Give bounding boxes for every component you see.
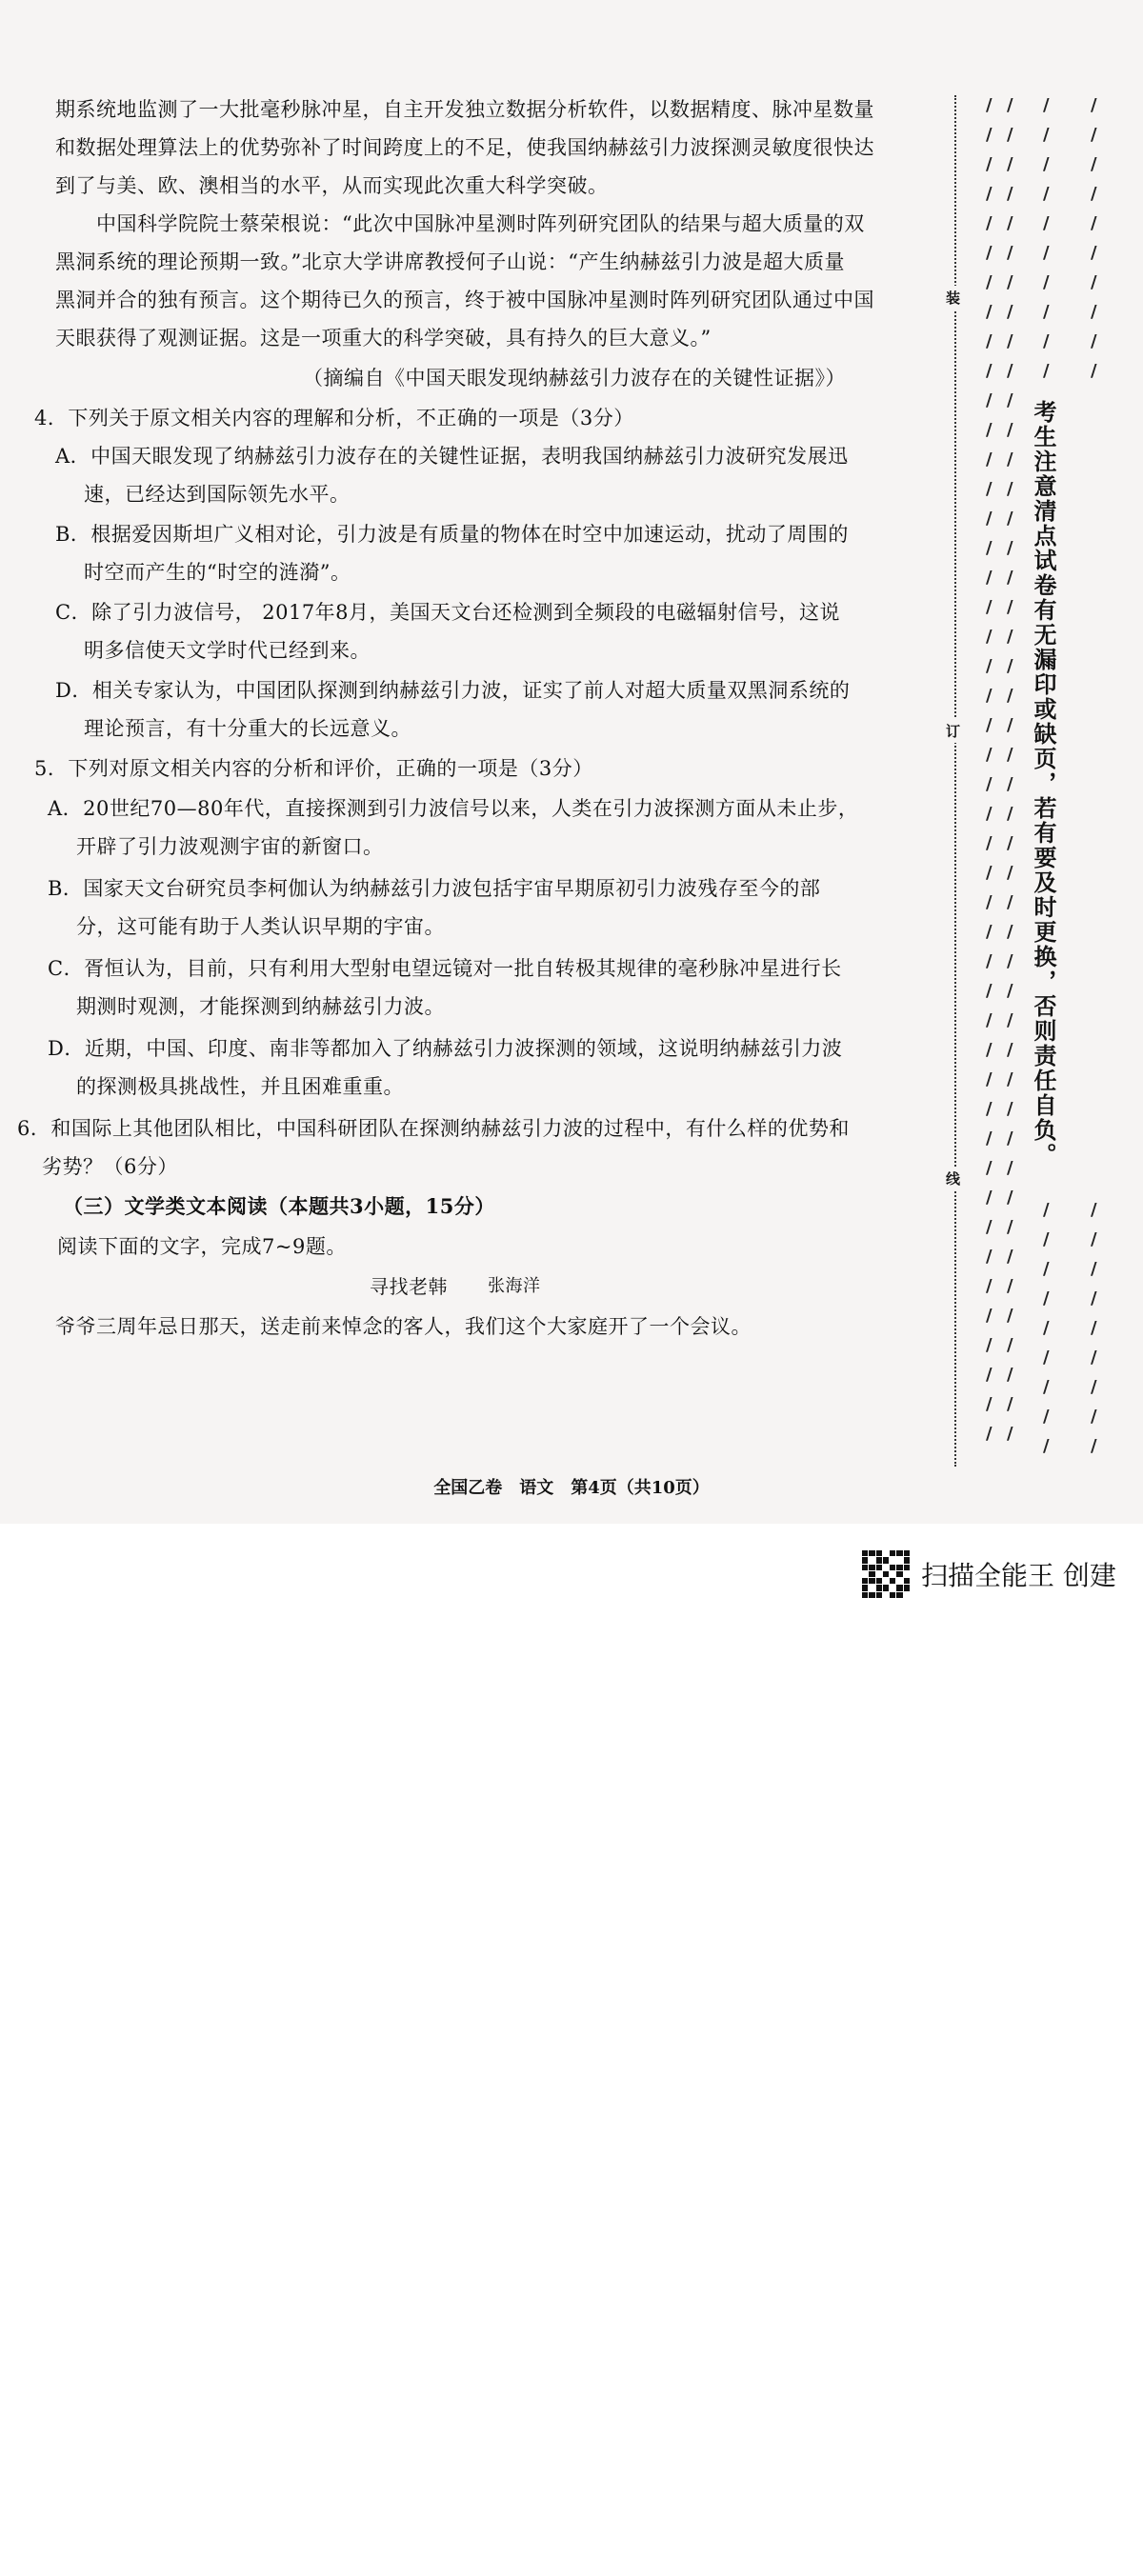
hatch-column: / / / / / / / / / / bbox=[1043, 95, 1050, 381]
hatch-column: / / / / / / / / / / bbox=[1091, 95, 1097, 381]
source-citation: （摘编自《中国天眼发现纳赫兹引力波存在的关键性证据》） bbox=[303, 367, 846, 389]
story-title: 寻找老韩 bbox=[370, 1275, 448, 1298]
question-4-option-a: A．中国天眼发现了纳赫兹引力波存在的关键性证据，表明我国纳赫兹引力波研究发展迅 bbox=[55, 445, 849, 468]
question-5-option-b: B．国家天文台研究员李柯伽认为纳赫兹引力波包括宇宙早期原初引力波残存至今的部 bbox=[48, 877, 821, 900]
binding-label-mid: 订 bbox=[946, 719, 960, 743]
question-4-option-b-cont: 时空而产生的“时空的涟漪”。 bbox=[84, 561, 351, 584]
question-5-stem: 5．下列对原文相关内容的分析和评价，正确的一项是（3分） bbox=[34, 757, 593, 780]
passage-line: 中国科学院院士蔡荣根说：“此次中国脉冲星测时阵列研究团队的结果与超大质量的双 bbox=[55, 212, 865, 235]
passage-line: 和数据处理算法上的优势弥补了时间跨度上的不足，使我国纳赫兹引力波探测灵敏度很快达 bbox=[55, 136, 874, 159]
question-5-option-a: A．20世纪70—80年代，直接探测到引力波信号以来，人类在引力波探测方面从未止步， bbox=[48, 797, 859, 820]
section-3-heading: （三）文学类文本阅读（本题共3小题，15分） bbox=[63, 1194, 495, 1218]
page-footer: 全国乙卷 语文 第4页（共10页） bbox=[433, 1478, 710, 1498]
passage-line: 期系统地监测了一大批毫秒脉冲星，自主开发独立数据分析软件，以数据精度、脉冲星数量 bbox=[55, 98, 874, 121]
question-5-option-d-cont: 的探测极具挑战性，并且困难重重。 bbox=[76, 1075, 404, 1098]
question-4-option-a-cont: 速，已经达到国际领先水平。 bbox=[84, 483, 351, 506]
section-3-instruction: 阅读下面的文字，完成7~9题。 bbox=[57, 1235, 347, 1258]
hatch-column: / / / / / / / / / / / / / / / / / / / / / / / / / / / / / / / / / / / / / / / / / / / / / / bbox=[986, 95, 993, 1444]
passage-line: 到了与美、欧、澳相当的水平，从而实现此次重大科学突破。 bbox=[55, 174, 609, 197]
question-6-stem-cont: 劣势？（6分） bbox=[42, 1155, 178, 1178]
story-author: 张海洋 bbox=[488, 1276, 541, 1296]
hatch-column: / / / / / / / / / / / / / / / / / / / / / / / / / / / / / / / / / / / / / / / / / / / / / / bbox=[1007, 95, 1013, 1444]
question-4-stem: 4．下列关于原文相关内容的理解和分析，不正确的一项是（3分） bbox=[34, 407, 634, 429]
passage-line: 天眼获得了观测证据。这是一项重大的科学突破，具有持久的巨大意义。” bbox=[55, 327, 712, 349]
exam-notice: 考生注意清点试卷有无漏印或缺页，若有要及时更换，否则责任自负。 bbox=[1021, 400, 1059, 1168]
question-5-option-a-cont: 开辟了引力波观测宇宙的新窗口。 bbox=[76, 835, 384, 858]
question-4-option-c-cont: 明多信使天文学时代已经到来。 bbox=[84, 639, 371, 662]
question-5-option-b-cont: 分，这可能有助于人类认识早期的宇宙。 bbox=[76, 915, 445, 938]
question-5-option-c-cont: 期测时观测，才能探测到纳赫兹引力波。 bbox=[76, 995, 445, 1018]
scanner-watermark bbox=[862, 1548, 1116, 1601]
story-first-line: 爷爷三周年忌日那天，送走前来悼念的客人，我们这个大家庭开了一个会议。 bbox=[55, 1315, 752, 1338]
hatch-column: / / / / / / / / / bbox=[1091, 1200, 1097, 1456]
question-5-option-d: D．近期，中国、印度、南非等都加入了纳赫兹引力波探测的领域，这说明纳赫兹引力波 bbox=[48, 1037, 843, 1060]
question-6-stem: 6．和国际上其他团队相比，中国科研团队在探测纳赫兹引力波的过程中，有什么样的优势和 bbox=[17, 1117, 850, 1140]
question-4-option-d-cont: 理论预言，有十分重大的长远意义。 bbox=[84, 717, 411, 740]
binding-label-bottom: 线 bbox=[946, 1167, 960, 1190]
question-4-option-c: C．除了引力波信号， 2017年8月，美国天文台还检测到全频段的电磁辐射信号，这说 bbox=[55, 601, 841, 624]
question-4-option-d: D．相关专家认为，中国团队探测到纳赫兹引力波，证实了前人对超大质量双黑洞系统的 bbox=[55, 679, 851, 702]
watermark-text: 扫描全能王 创建 bbox=[921, 1560, 1116, 1591]
passage-line: 黑洞系统的理论预期一致。”北京大学讲席教授何子山说：“产生纳赫兹引力波是超大质量 bbox=[55, 250, 845, 273]
hatch-column: / / / / / / / / / bbox=[1043, 1200, 1050, 1456]
qr-code-icon bbox=[862, 1550, 910, 1598]
binding-label-top: 装 bbox=[946, 286, 960, 310]
question-5-option-c: C．胥恒认为，目前，只有利用大型射电望远镜对一批自转极其规律的毫秒脉冲星进行长 bbox=[48, 957, 842, 980]
passage-line: 黑洞并合的独有预言。这个期待已久的预言，终于被中国脉冲星测时阵列研究团队通过中国 bbox=[55, 289, 874, 311]
question-4-option-b: B．根据爱因斯坦广义相对论，引力波是有质量的物体在时空中加速运动，扰动了周围的 bbox=[55, 523, 849, 546]
